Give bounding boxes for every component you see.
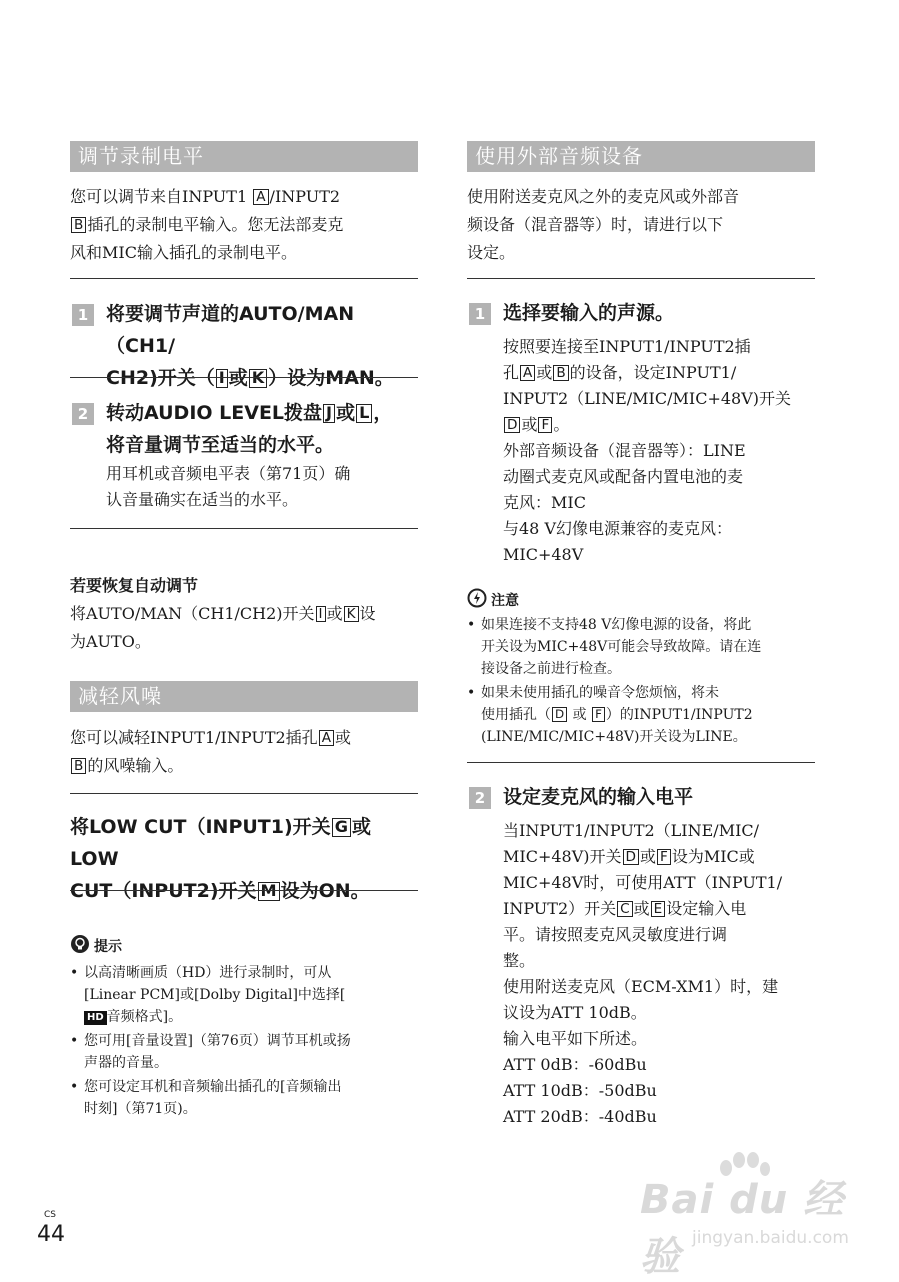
step-1-auto-man: 1 将要调节声道的AUTO/MAN（CH1/ CH2)开关（ I 或 K ）设为MAN。 <box>70 298 418 394</box>
step-number: 1 <box>72 304 94 326</box>
notes-list <box>467 614 815 748</box>
notes-heading: 注意 <box>467 588 815 612</box>
label-a: A <box>253 189 268 205</box>
watermark-logo: Bai du 经验 <box>640 1177 845 1280</box>
tips-heading: 提示 <box>70 934 418 958</box>
step-2-audio-level: 2 转动AUDIO LEVEL拨盘 J 或 L ， 将音量调节至适当的水平。 <box>70 397 418 461</box>
tips-box <box>70 934 418 1122</box>
recording-level-intro: 您可以调节来自INPUT1 A /INPUT2 B 插孔的录制电平输入。您无法部麦克 风和MIC输入插孔的录制电平。 <box>70 187 344 262</box>
list-item: • 您可设定耳机和音频输出插孔的[音频输出 时刻]（第71页)。 <box>70 1079 342 1117</box>
label-j: J <box>323 404 335 423</box>
divider <box>467 278 815 279</box>
language-code: CS <box>44 1210 56 1220</box>
label-k: K <box>249 369 268 388</box>
caution-icon <box>467 588 487 612</box>
label-i: I <box>316 606 326 622</box>
label-f: F <box>657 849 671 865</box>
restore-auto-text: 将AUTO/MAN（CH1/CH2)开关 I 或 K 设 为AUTO。 <box>70 604 376 651</box>
divider <box>70 377 418 378</box>
label-k: K <box>344 606 359 622</box>
section-heading-recording-level: 调节录制电平 <box>70 141 418 172</box>
section-heading-wind-noise: 减轻风噪 <box>70 681 418 712</box>
divider <box>70 890 418 891</box>
baidu-watermark <box>640 1150 850 1280</box>
att-10db: ATT 10dB：-50dBu <box>503 1081 657 1100</box>
restore-auto-title: 若要恢复自动调节 <box>70 576 199 595</box>
label-g: G <box>332 818 351 837</box>
label-d: D <box>504 417 520 433</box>
page-number: 44 <box>37 1222 65 1247</box>
list-item: • 如果连接不支持48 V幻像电源的设备，将此 开关设为MIC+48V可能会导致故障。请在连 接设备之前进行检查。 <box>467 617 762 677</box>
external-audio-intro: 使用附送麦克风之外的麦克风或外部音 频设备（混音器等）时，请进行以下 设定。 <box>467 187 740 262</box>
list-item: • 以高清晰画质（HD）进行录制时，可从 [Linear PCM]或[Dolby Digital]中选择[ HD 音频格式]。 <box>70 965 346 1025</box>
label-b: B <box>71 217 86 233</box>
label-m: M <box>258 882 280 901</box>
divider <box>467 762 815 763</box>
label-d: D <box>623 849 639 865</box>
list-item: • 您可用[音量设置]（第76页）调节耳机或扬 声器的音量。 <box>70 1033 351 1071</box>
label-a: A <box>520 365 535 381</box>
hd-badge-icon: HD <box>84 1011 107 1025</box>
label-f: F <box>538 417 552 433</box>
step-1-select-source: 1 选择要输入的声源。 <box>467 297 815 329</box>
label-c: C <box>617 901 633 917</box>
step-number: 2 <box>72 403 94 425</box>
att-0db: ATT 0dB：-60dBu <box>503 1055 647 1074</box>
label-d: D <box>552 707 567 722</box>
label-l: L <box>356 404 372 423</box>
step-number: 1 <box>469 303 491 325</box>
tips-list <box>70 962 418 1120</box>
label-a: A <box>319 730 334 746</box>
low-cut-instruction: 将LOW CUT（INPUT1)开关 G 或LOW CUT（INPUT2)开关 M 设为ON。 <box>70 816 371 902</box>
att-20db: ATT 20dB：-40dBu <box>503 1107 657 1126</box>
step-2-detail: 用耳机或音频电平表（第71页）确 认音量确实在适当的水平。 <box>106 464 351 509</box>
lightbulb-icon <box>70 934 90 958</box>
divider <box>70 793 418 794</box>
step-2-mic-level: 2 设定麦克风的输入电平 <box>467 781 815 813</box>
step-1-detail: 按照要连接至INPUT1/INPUT2插 孔 A 或 B 的设备，设定INPUT1/ INPUT2（LINE/MIC/MIC+48V)开关 D 或 F 。 外部音频设备（混音器等）：LINE 动圈式麦克风或配备内置电池的麦 克风：MIC 与48 V幻像电源兼容的麦克风： MIC+48V <box>503 337 792 564</box>
list-item: • 如果未使用插孔的噪音令您烦恼，将未 使用插孔（ D 或 F ）的INPUT1/INPUT2 (LINE/MIC/MIC+48V)开关设为LINE。 <box>467 685 753 745</box>
divider <box>70 528 418 529</box>
label-b: B <box>71 758 86 774</box>
label-e: E <box>651 901 666 917</box>
label-i: I <box>216 369 228 388</box>
label-f: F <box>592 707 605 722</box>
wind-noise-intro: 您可以减轻INPUT1/INPUT2插孔 A 或 B 的风噪输入。 <box>70 728 352 775</box>
step-number: 2 <box>469 787 491 809</box>
notes-box <box>467 588 815 750</box>
step-2-detail: 当INPUT1/INPUT2（LINE/MIC/ MIC+48V)开关 D 或 F 设为MIC或 MIC+48V时，可使用ATT（INPUT1/ INPUT2）开关 C 或 E 设定输入电 平。请按照麦克风灵敏度进行调 整。 使用附送麦克风（ECM-XM1）时，建 议设为ATT 10dB。 输入电平如下所述。 ATT 0dB：-60dBu ATT 10dB：-50dBu ATT 20dB：-40dBu <box>467 818 815 1130</box>
watermark-url: jingyan.baidu.com <box>692 1228 849 1248</box>
divider <box>70 278 418 279</box>
label-b: B <box>553 365 568 381</box>
section-heading-external-audio: 使用外部音频设备 <box>467 141 815 172</box>
